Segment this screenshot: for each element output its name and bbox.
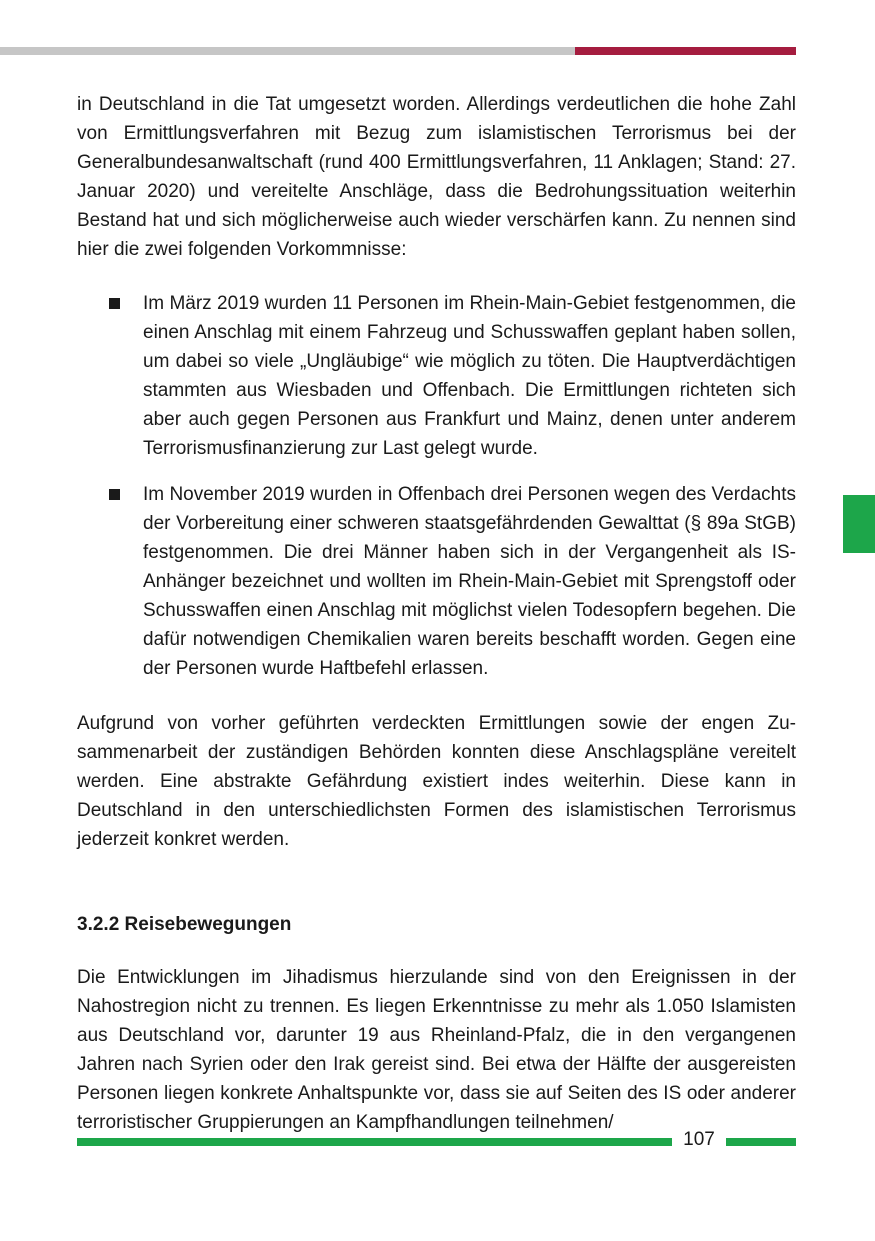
list-item xyxy=(77,480,796,683)
footer-rule-left xyxy=(77,1138,672,1146)
section-heading: 3.2.2 Reisebewegungen xyxy=(77,914,292,935)
footer-rule-right xyxy=(726,1138,796,1146)
page-number: 107 xyxy=(683,1129,715,1150)
header-rule-red xyxy=(575,47,796,55)
square-bullet-icon xyxy=(109,298,120,309)
intro-paragraph: in Deutschland in die Tat umgesetzt worden. Allerdings verdeutlichen die hohe Zahl von Ermittlungsverfahren mit Bezug zum islamistischen Terrorismus bei der Generalbundesanwaltschaft (rund 400 Ermittlungsverfahren, 11 Anklagen; Stand: 27. Januar 2020) und vereitelte Anschläge, dass die Bedrohungssituation weiterhin Bestand hat und sich möglicherweise auch wieder verschärfen kann. Zu nennen sind hier die zwei folgenden Vorkommnisse: xyxy=(77,94,796,260)
header-rule-gray xyxy=(0,47,575,55)
paragraph-2: Aufgrund von vorher geführten verdeckten Ermittlungen sowie der engen Zusammenarbeit der zuständigen Behörden konnten diese Anschlagspläne vereitelt werden. Eine abstrakte Gefährdung existiert indes weiterhin. Diese kann in Deutschland in den unterschiedlichsten Formen des islamistischen Terrorismus jederzeit konkret werden. xyxy=(77,713,796,850)
paragraph-3: Die Entwicklungen im Jihadismus hierzulande sind von den Ereignissen in der Nahostregion nicht zu trennen. Es liegen Erkenntnisse zu mehr als 1.050 Islamisten aus Deutschland vor, darunter 19 aus Rheinland-Pfalz, die in den vergangenen Jahren nach Syrien oder den Irak gereist sind. Bei etwa der Hälfte der ausgereisten Personen liegen konkrete Anhaltspunkte vor, dass sie auf Seiten des IS oder anderer terroristischer Gruppierungen an Kampfhandlungen teilnehmen/ xyxy=(77,967,796,1133)
incident-list xyxy=(77,289,796,683)
list-item xyxy=(77,289,796,463)
page-body xyxy=(77,90,796,1137)
list-item-text: Im März 2019 wurden 11 Personen im Rhein-Main-Gebiet festgenommen, die einen Anschlag mit einem Fahrzeug und Schusswaffen geplant haben sollen, um dabei so viele „Ungläubige“ wie möglich zu töten. Die Hauptverdächtigen stammten aus Wiesbaden und Offenbach. Die Ermittlungen richteten sich aber auch gegen Personen aus Frankfurt und Mainz, denen unter anderem Terrorismusfinanzierung zur Last gelegt wurde. xyxy=(143,293,796,459)
square-bullet-icon xyxy=(109,489,120,500)
chapter-tab-marker xyxy=(843,495,875,553)
list-item-text: Im November 2019 wurden in Offenbach drei Personen wegen des Verdachts der Vorbereitung einer schweren staatsgefährdenden Gewalttat (§ 89a StGB) festgenommen. Die drei Männer haben sich in der Vergangenheit als IS-Anhänger bezeichnet und wollten im Rhein-Main-Gebiet mit Sprengstoff oder Schusswaffen einen Anschlag mit möglichst vielen Todesopfern begehen. Die dafür notwendigen Chemikalien waren bereits beschafft worden. Gegen eine der Personen wurde Haftbefehl erlassen. xyxy=(143,484,796,679)
